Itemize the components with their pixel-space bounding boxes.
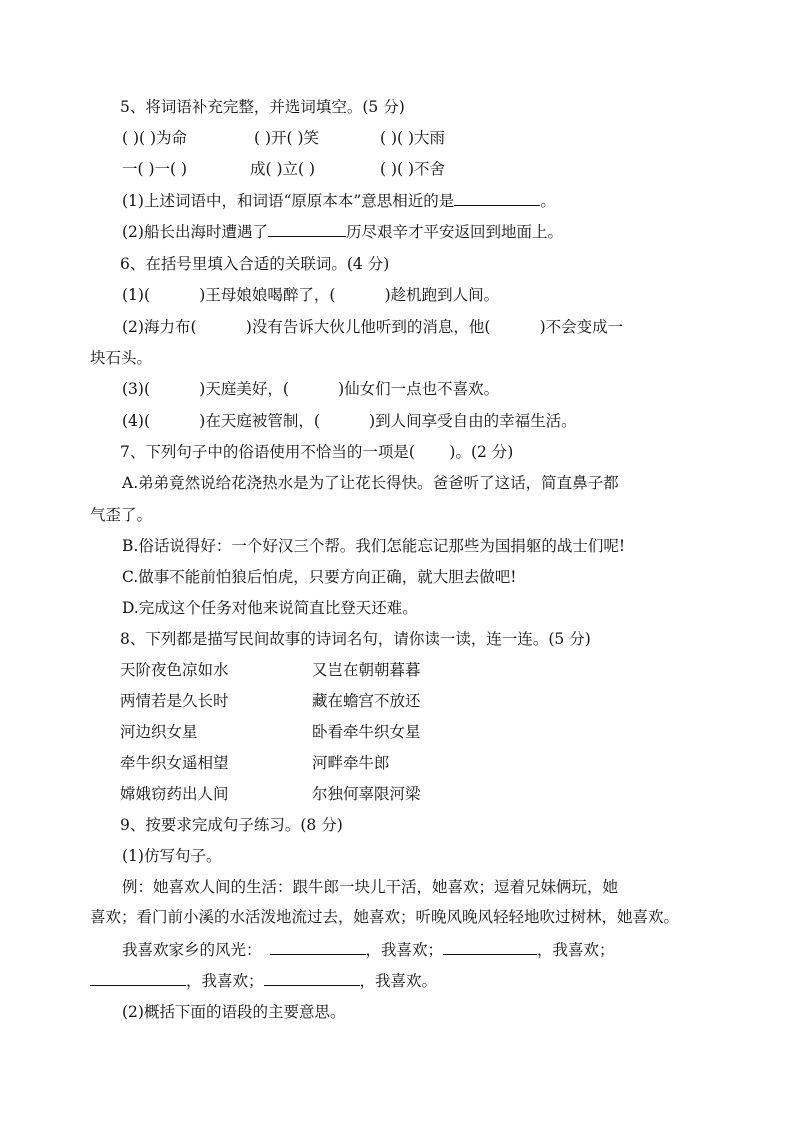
q5-row1-item3: ( )( )大雨: [380, 129, 446, 147]
q6-title: 6、在括号里填入合适的关联词。(4 分): [120, 255, 390, 273]
q5-sub2: [122, 221, 563, 243]
q9-example-line1: 例：她喜欢人间的生活：跟牛郎一块儿干活，她喜欢；逗着兄妹俩玩，她: [122, 878, 619, 896]
q6-s1: (1)( )王母娘娘喝醉了，( )趁机跑到人间。: [122, 286, 500, 304]
q9-blank-4[interactable]: [264, 971, 360, 986]
q8-right-4[interactable]: 河畔牵牛郎: [312, 754, 390, 772]
q8-left-4[interactable]: 牵牛织女遥相望: [120, 754, 229, 772]
q9-blank-1[interactable]: [270, 940, 366, 955]
q7-option-a-line2: 气歪了。: [90, 506, 153, 524]
q7-option-b: B.俗话说得好：一个好汉三个帮。我们怎能忘记那些为国捐躯的战士们呢!: [122, 537, 626, 555]
q5-row1-item2: ( )开( )笑: [254, 129, 320, 147]
q5-sub2-end: 历尽艰辛才平安返回到地面上。: [345, 223, 563, 241]
q8-left-1[interactable]: 天阶夜色凉如水: [120, 661, 229, 679]
q9-title: 9、按要求完成句子练习。(8 分): [120, 816, 343, 834]
q8-right-5[interactable]: 尔独何辜限河梁: [312, 785, 421, 803]
q5-row2-item1: 一( )一( ): [122, 160, 188, 178]
q8-left-2[interactable]: 两情若是久长时: [120, 692, 229, 710]
q8-right-2[interactable]: 藏在蟾宫不放还: [312, 692, 421, 710]
q7-title: 7、下列句子中的俗语使用不恰当的一项是( )。(2 分): [120, 443, 514, 461]
q6-s2a: (2)海力布( )没有告诉大伙儿他听到的消息，他( )不会变成一: [122, 318, 624, 336]
q5-row1-item1: ( )( )为命: [122, 129, 188, 147]
q8-right-3[interactable]: 卧看牵牛织女星: [312, 723, 421, 741]
q9-example-line2: 喜欢；看门前小溪的水活泼地流过去，她喜欢；听晚风晚风轻轻地吹过树林，她喜欢。: [90, 908, 680, 926]
q9-fill-like2: ，我喜欢；: [537, 941, 615, 959]
q9-sub1: (1)仿写句子。: [122, 847, 222, 865]
q5-sub2-text: (2)船长出海时遭遇了: [122, 223, 268, 241]
q8-title: 8、下列都是描写民间故事的诗词名句，请你读一读，连一连。(5 分): [120, 630, 591, 648]
q5-sub1: [122, 190, 556, 212]
q9-sub2: (2)概括下面的语段的主要意思。: [122, 1003, 346, 1021]
q9-fill-like4: ，我喜欢。: [359, 972, 438, 990]
q9-blank-2[interactable]: [443, 940, 537, 955]
q5-row2-item2: 成( )立( ): [250, 160, 316, 178]
q5-title: 5、将词语补充完整，并选词填空。(5 分): [120, 98, 405, 116]
q5-sub1-text: (1)上述词语中，和词语“原原本本”意思相近的是: [122, 192, 455, 210]
q6-s2b: 块石头。: [90, 349, 153, 367]
q8-left-3[interactable]: 河边织女星: [120, 723, 198, 741]
q9-fill-lead: 我喜欢家乡的风光：: [122, 941, 262, 959]
q6-s4: (4)( )在天庭被管制，( )到人间享受自由的幸福生活。: [122, 412, 577, 430]
q7-option-d: D.完成这个任务对他来说简直比登天还难。: [122, 599, 418, 617]
q9-fill-like3: ，我喜欢；: [186, 972, 264, 990]
q9-fill-line1: [122, 939, 615, 961]
q7-option-c: C.做事不能前怕狼后怕虎，只要方向正确，就大胆去做吧!: [122, 568, 517, 586]
q8-left-5[interactable]: 嫦娥窃药出人间: [120, 785, 229, 803]
q9-fill-line2: [90, 970, 437, 992]
q9-fill-like1: ，我喜欢；: [365, 941, 444, 959]
q5-row2-item3: ( )( )不舍: [380, 160, 446, 178]
q5-sub2-blank[interactable]: [268, 222, 346, 237]
q5-sub1-end: 。: [540, 192, 556, 210]
q7-option-a-line1: A.弟弟竟然说给花浇热水是为了让花长得快。爸爸听了这话，简直鼻子都: [122, 474, 619, 492]
q5-sub1-blank[interactable]: [454, 191, 540, 206]
q8-right-1[interactable]: 又岂在朝朝暮暮: [312, 661, 421, 679]
q9-blank-3[interactable]: [90, 971, 186, 986]
q6-s3: (3)( )天庭美好，( )仙女们一点也不喜欢。: [122, 380, 500, 398]
